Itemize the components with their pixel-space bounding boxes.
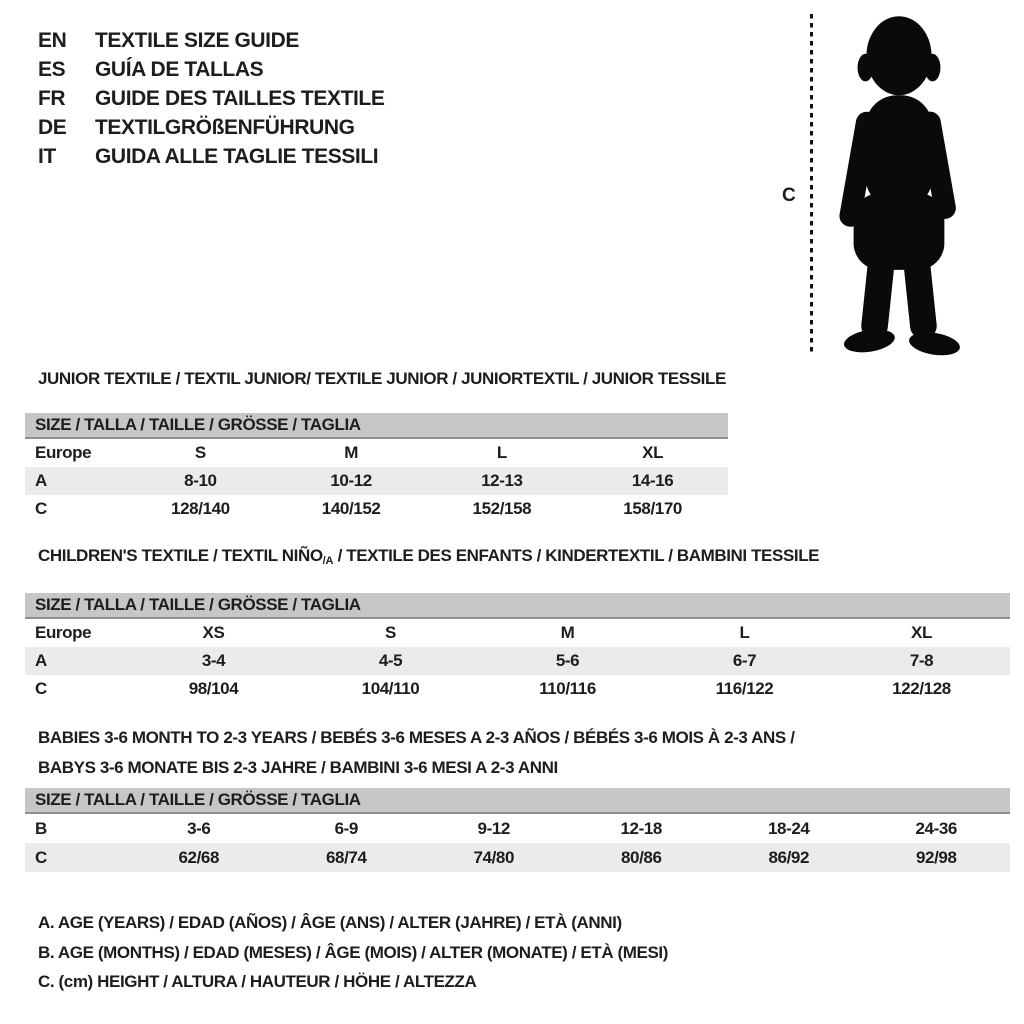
footnote-b: B. AGE (MONTHS) / EDAD (MESES) / ÂGE (MOIS) / ALTER (MONATE) / ETÀ (MESI) — [38, 942, 668, 962]
table-cell: 98/104 — [188, 679, 239, 698]
table-cell: 110/116 — [539, 679, 596, 698]
language-title: GUIDE DES TAILLES TEXTILE — [95, 87, 385, 110]
table-cell: 122/128 — [892, 679, 951, 698]
language-title: TEXTILGRÖßENFÜHRUNG — [95, 116, 355, 139]
table-cell: XS — [202, 623, 225, 642]
table-cell: 80/86 — [620, 848, 662, 867]
height-figure — [780, 8, 1016, 370]
table-cell: 68/74 — [325, 848, 367, 867]
table-row-europe — [25, 439, 728, 467]
size-header-row: SIZE / TALLA / TAILLE / GRÖSSE / TAGLIA — [25, 593, 1010, 619]
table-cell: 6-9 — [334, 819, 358, 838]
language-row-de — [38, 113, 384, 142]
language-row-es — [38, 55, 384, 84]
table-cell: M — [560, 623, 575, 642]
footnote-a: A. AGE (YEARS) / EDAD (AÑOS) / ÂGE (ANS) / ALTER (JAHRE) / ETÀ (ANNI) — [38, 913, 622, 932]
row-label: Europe — [35, 443, 92, 462]
table-cell: 12-13 — [481, 471, 523, 490]
table-cell: 10-12 — [330, 471, 372, 490]
table-cell: S — [194, 443, 206, 462]
language-row-it — [38, 142, 384, 171]
language-code: ES — [38, 58, 66, 81]
table-cell: 3-4 — [201, 651, 226, 670]
children-title-text: CHILDREN'S TEXTILE / TEXTIL NIÑO — [38, 546, 323, 565]
table-row-age — [25, 467, 728, 495]
table-row-height — [25, 675, 1010, 703]
table-cell: 12-18 — [620, 819, 662, 838]
table-cell: 6-7 — [732, 651, 757, 670]
table-cell: 104/110 — [361, 679, 420, 698]
size-header-row: SIZE / TALLA / TAILLE / GRÖSSE / TAGLIA — [25, 413, 728, 439]
table-row-height — [25, 843, 1010, 872]
size-header-row: SIZE / TALLA / TAILLE / GRÖSSE / TAGLIA — [25, 788, 1010, 814]
junior-section-title: JUNIOR TEXTILE / TEXTIL JUNIOR/ TEXTILE JUNIOR / JUNIORTEXTIL / JUNIOR TESSILE — [38, 369, 726, 388]
row-label: A — [35, 471, 47, 490]
table-cell: 62/68 — [178, 848, 220, 867]
table-cell: 14-16 — [631, 471, 674, 490]
babies-section-title — [38, 723, 795, 783]
table-cell: 116/122 — [715, 679, 774, 698]
language-code: DE — [38, 116, 67, 139]
language-title: GUÍA DE TALLAS — [95, 58, 264, 81]
table-cell: S — [385, 623, 396, 642]
table-row-age-months — [25, 814, 1010, 843]
row-label: C — [35, 848, 47, 867]
language-row-en — [38, 26, 384, 55]
footnote-c: C. (cm) HEIGHT / ALTURA / HAUTEUR / HÖHE / ALTEZZA — [38, 972, 477, 991]
children-section-title — [38, 546, 819, 567]
language-code: FR — [38, 87, 66, 110]
language-list — [38, 26, 384, 171]
row-label: B — [35, 819, 47, 838]
table-cell: 86/92 — [768, 848, 810, 867]
table-cell: 128/140 — [171, 499, 230, 518]
toddler-silhouette-icon — [824, 10, 972, 360]
row-label: C — [35, 679, 47, 698]
language-code: EN — [38, 29, 67, 52]
table-cell: 24-36 — [915, 819, 957, 838]
table-cell: 158/170 — [623, 499, 682, 518]
table-cell: 18-24 — [768, 819, 810, 838]
table-cell: 3-6 — [187, 819, 211, 838]
footnote-legend — [38, 908, 668, 997]
table-row-age — [25, 647, 1010, 675]
table-cell: 140/152 — [321, 499, 381, 518]
language-row-fr — [38, 84, 384, 113]
children-title-subscript: /A — [322, 555, 334, 567]
babies-size-table — [25, 788, 1010, 872]
row-label: A — [35, 651, 47, 670]
table-cell: L — [496, 443, 507, 462]
height-measure-label: C — [782, 185, 796, 206]
table-cell: 92/98 — [915, 848, 957, 867]
table-cell: 7-8 — [909, 651, 934, 670]
children-size-table — [25, 593, 1010, 703]
table-cell: M — [344, 443, 358, 462]
babies-title-line1: BABIES 3-6 MONTH TO 2-3 YEARS / BEBÉS 3-6 MESES A 2-3 AÑOS / BÉBÉS 3-6 MOIS À 2-3 ANS / — [38, 728, 795, 747]
language-title: GUIDA ALLE TAGLIE TESSILI — [95, 145, 379, 168]
language-title: TEXTILE SIZE GUIDE — [95, 29, 299, 52]
babies-title-line2: BABYS 3-6 MONATE BIS 2-3 JAHRE / BAMBINI 3-6 MESI A 2-3 ANNI — [38, 758, 558, 777]
table-cell: XL — [911, 623, 932, 642]
height-measure-dotted-line — [810, 14, 813, 356]
row-label: Europe — [35, 623, 92, 642]
table-row-height — [25, 495, 728, 523]
table-cell: 5-6 — [555, 651, 580, 670]
table-cell: 74/80 — [473, 848, 515, 867]
table-cell: XL — [642, 443, 664, 462]
table-cell: 8-10 — [184, 471, 217, 490]
table-cell: 152/158 — [472, 499, 532, 518]
table-cell: 9-12 — [477, 819, 510, 838]
table-row-europe — [25, 619, 1010, 647]
table-cell: L — [739, 623, 750, 642]
junior-size-table — [25, 413, 728, 523]
language-code: IT — [38, 145, 56, 168]
children-title-text: / TEXTILE DES ENFANTS / KINDERTEXTIL / BAMBINI TESSILE — [333, 546, 820, 565]
row-label: C — [35, 499, 47, 518]
table-cell: 4-5 — [378, 651, 403, 670]
